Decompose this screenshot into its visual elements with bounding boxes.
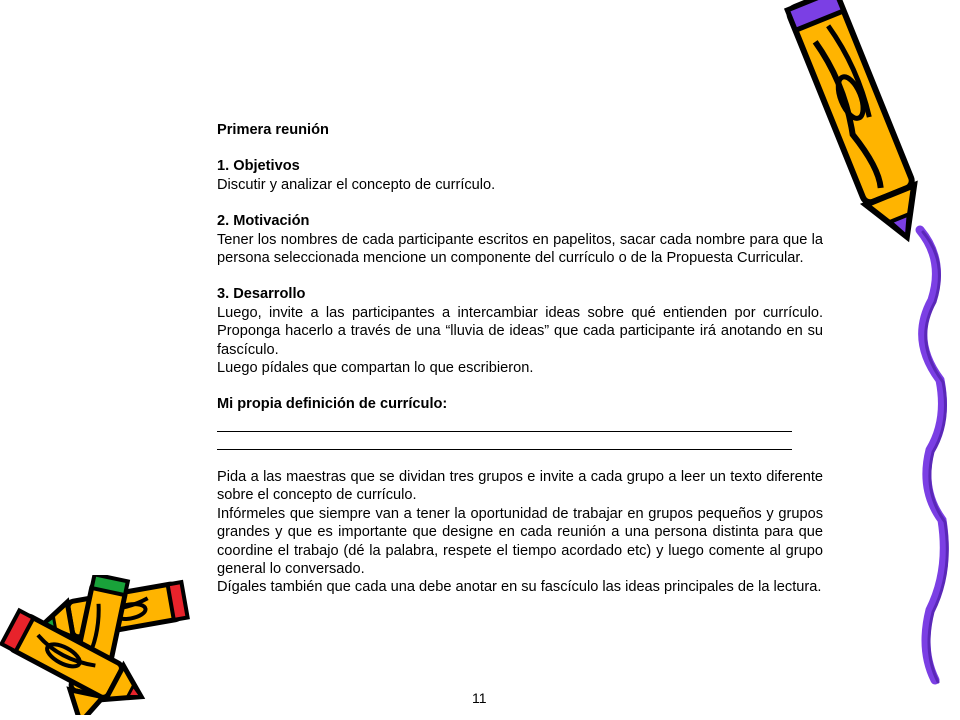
answer-line-1[interactable] (217, 414, 792, 432)
section-heading-motivacion: 2. Motivación (217, 213, 310, 230)
pencils-clipart-bottom-left (0, 575, 200, 715)
section-body-desarrollo: Luego, invite a las participantes a intercambiar ideas sobre qué entienden por currículo. Proponga hacerlo a través de una “lluvia de ideas” que cada participante irá anotando en su fascículo. (217, 304, 823, 358)
section-body-objetivos: Discutir y analizar el concepto de currículo. (217, 176, 496, 193)
paragraph-informeles: Infórmeles que siempre van a tener la oportunidad de trabajar en grupos pequeños y grupos grandes y que es importante que designe en cada reunión a una persona distinta para que coordine el trabajo (dé la palabra, respete el tiempo acordado etc) y luego comente al grupo general lo conversado. (217, 505, 823, 577)
page-number: 11 (472, 690, 487, 706)
section-body-desarrollo-2: Luego pídales que compartan lo que escribieron. (217, 360, 534, 377)
document-body (217, 121, 823, 597)
document-title: Primera reunión (217, 122, 329, 138)
section-heading-objetivos: 1. Objetivos (217, 158, 300, 175)
answer-line-2[interactable] (217, 432, 792, 450)
section-body-motivacion: Tener los nombres de cada participante escritos en papelitos, sacar cada nombre para que la persona seleccionada mencione un componente del currículo o de la Propuesta Curricular. (217, 231, 823, 267)
definition-prompt: Mi propia definición de currículo: (217, 396, 448, 413)
paragraph-grupos: Pida a las maestras que se dividan tres grupos e invite a cada grupo a leer un texto diferente sobre el concepto de currículo. (217, 468, 823, 504)
section-heading-desarrollo: 3. Desarrollo (217, 286, 306, 303)
paragraph-digales: Dígales también que cada una debe anotar en su fascículo las ideas principales de la lectura. (217, 579, 822, 596)
